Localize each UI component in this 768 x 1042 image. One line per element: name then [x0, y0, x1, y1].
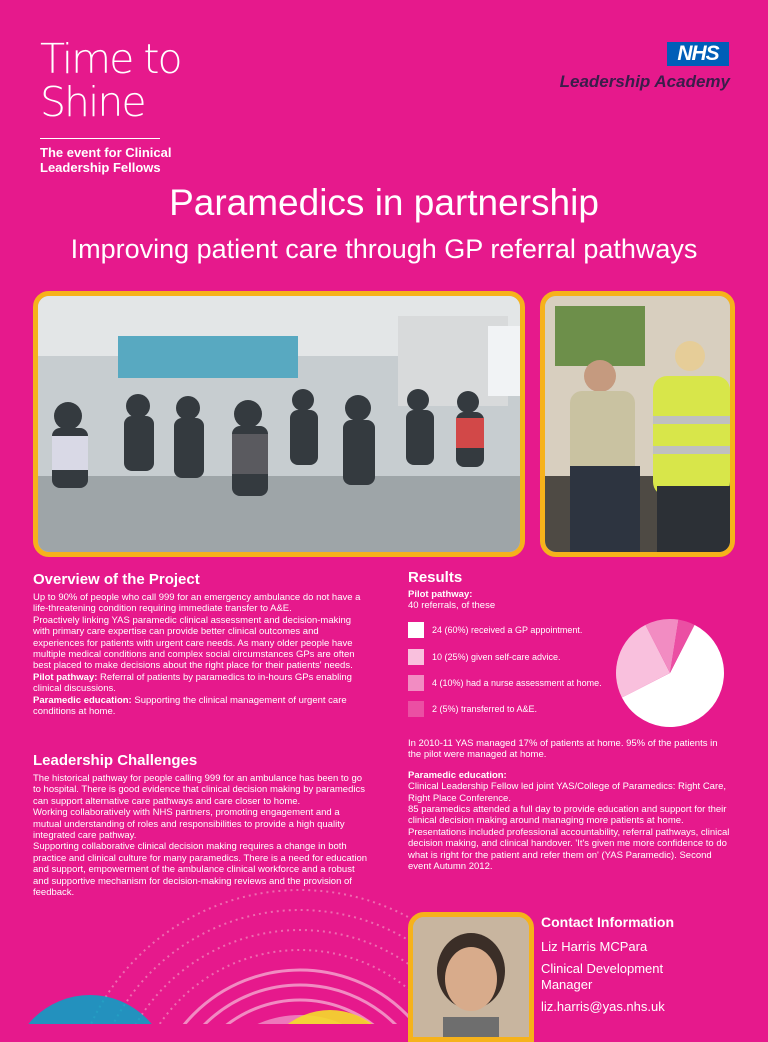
results-pilot-label: Pilot pathway: [408, 589, 473, 600]
overview-pilot [33, 672, 368, 695]
contact-role: Clinical Development Manager [541, 961, 664, 992]
event-title-line1: Time to [40, 35, 181, 83]
contact-photo [408, 912, 534, 1042]
legend-swatch [408, 675, 424, 691]
overview-heading: Overview of the Project [33, 571, 200, 588]
results-education-paragraph: 85 paramedics attended a full day to provide education and support for their clinical decision making around managing more patients at home. Presentations included professional accountability, referral pathways, clinical decision making, and clinical handover. 'It's given me more confidence to do what is right for the patient and refer them on' (YAS Paramedic). Second event Autumn 2012. [408, 804, 730, 873]
legend-label: 10 (25%) given self-care advice. [432, 652, 561, 662]
contact-name: Liz Harris MCPara [541, 939, 648, 954]
legend-swatch [408, 701, 424, 717]
overview-section [33, 571, 368, 717]
education-label: Paramedic education: [33, 694, 132, 706]
logo-divider [40, 138, 160, 139]
legend-swatch [408, 622, 424, 638]
legend-item [408, 622, 582, 638]
conference-photo [33, 291, 525, 557]
legend-swatch [408, 649, 424, 665]
contact-heading: Contact Information [541, 914, 674, 930]
results-section [408, 569, 733, 612]
legend-item [408, 675, 602, 691]
poster-subtitle: Improving patient care through GP referral pathways [70, 234, 698, 264]
legend-item [408, 701, 537, 717]
legend-label: 24 (60%) received a GP appointment. [432, 625, 583, 635]
overview-paragraph: Proactively linking YAS paramedic clinical assessment and decision-making with primary care expertise can provide better clinical outcomes and experiences for patients with urgent care needs. As many older people have multiple medical conditions and complex social circumstances GPs are often best placed to make decisions about the right place for their patients' needs. [33, 614, 355, 672]
event-tagline: The event for Clinical Leadership Fellows [40, 145, 172, 175]
challenges-paragraph: Supporting collaborative clinical decision making requires a change in both practice and clinical culture for many paramedics. There is a need for education and support, empowerment of the ambulance clinical workforce and a robust and supportive mechanism for decision-making reviews and the provision of feedback. [33, 841, 368, 899]
pilot-text: Referral of patients by paramedics to in-hours GPs enabling clinical discussions. [33, 671, 352, 695]
chart-legend [408, 622, 618, 722]
legend-label: 2 (5%) transferred to A&E. [432, 704, 538, 714]
contact-email[interactable]: liz.harris@yas.nhs.uk [541, 999, 665, 1014]
legend-item [408, 649, 561, 665]
contact-section [541, 914, 741, 1021]
leadership-academy-label: Leadership Academy [559, 72, 730, 91]
pilot-label: Pilot pathway: [33, 671, 98, 683]
overview-paragraph: Up to 90% of people who call 999 for an emergency ambulance do not have a life-threatening condition requiring immediate transfer to A&E. [33, 592, 361, 615]
poster-title: Paramedics in partnership [169, 182, 599, 223]
time-to-shine-logo [40, 35, 240, 175]
paramedic-patient-photo [540, 291, 735, 557]
challenges-paragraph: The historical pathway for people calling 999 for an ambulance has been to go to hospital. There is good evidence that clinical decision making by paramedics can support alternative care pathways and care closer to home. [33, 773, 365, 807]
referrals-pie-chart [612, 615, 728, 731]
legend-label: 4 (10%) had a nurse assessment at home. [432, 678, 602, 688]
education-text: Supporting the clinical management of urgent care conditions at home. [33, 694, 347, 718]
results-pilot-intro: 40 referrals, of these [408, 600, 496, 612]
nhs-logo: NHS [667, 42, 729, 66]
challenges-heading: Leadership Challenges [33, 752, 198, 769]
results-details [408, 738, 733, 872]
challenges-section [33, 752, 368, 898]
results-education-paragraph: Clinical Leadership Fellow led joint YAS/College of Paramedics: Right Care, Right Place Conference. [408, 781, 727, 804]
overview-education [33, 695, 368, 718]
results-heading: Results [408, 569, 463, 586]
event-title-line2: Shine [40, 78, 145, 126]
challenges-paragraph: Working collaboratively with NHS partners, promoting engagement and a mutual understanding of roles and responsibilities to provide a high quality integrated care pathway. [33, 807, 345, 842]
results-education-label: Paramedic education: [408, 769, 507, 781]
results-home-text: In 2010-11 YAS managed 17% of patients at home. 95% of the patients in the pilot were managed at home. [408, 738, 718, 761]
